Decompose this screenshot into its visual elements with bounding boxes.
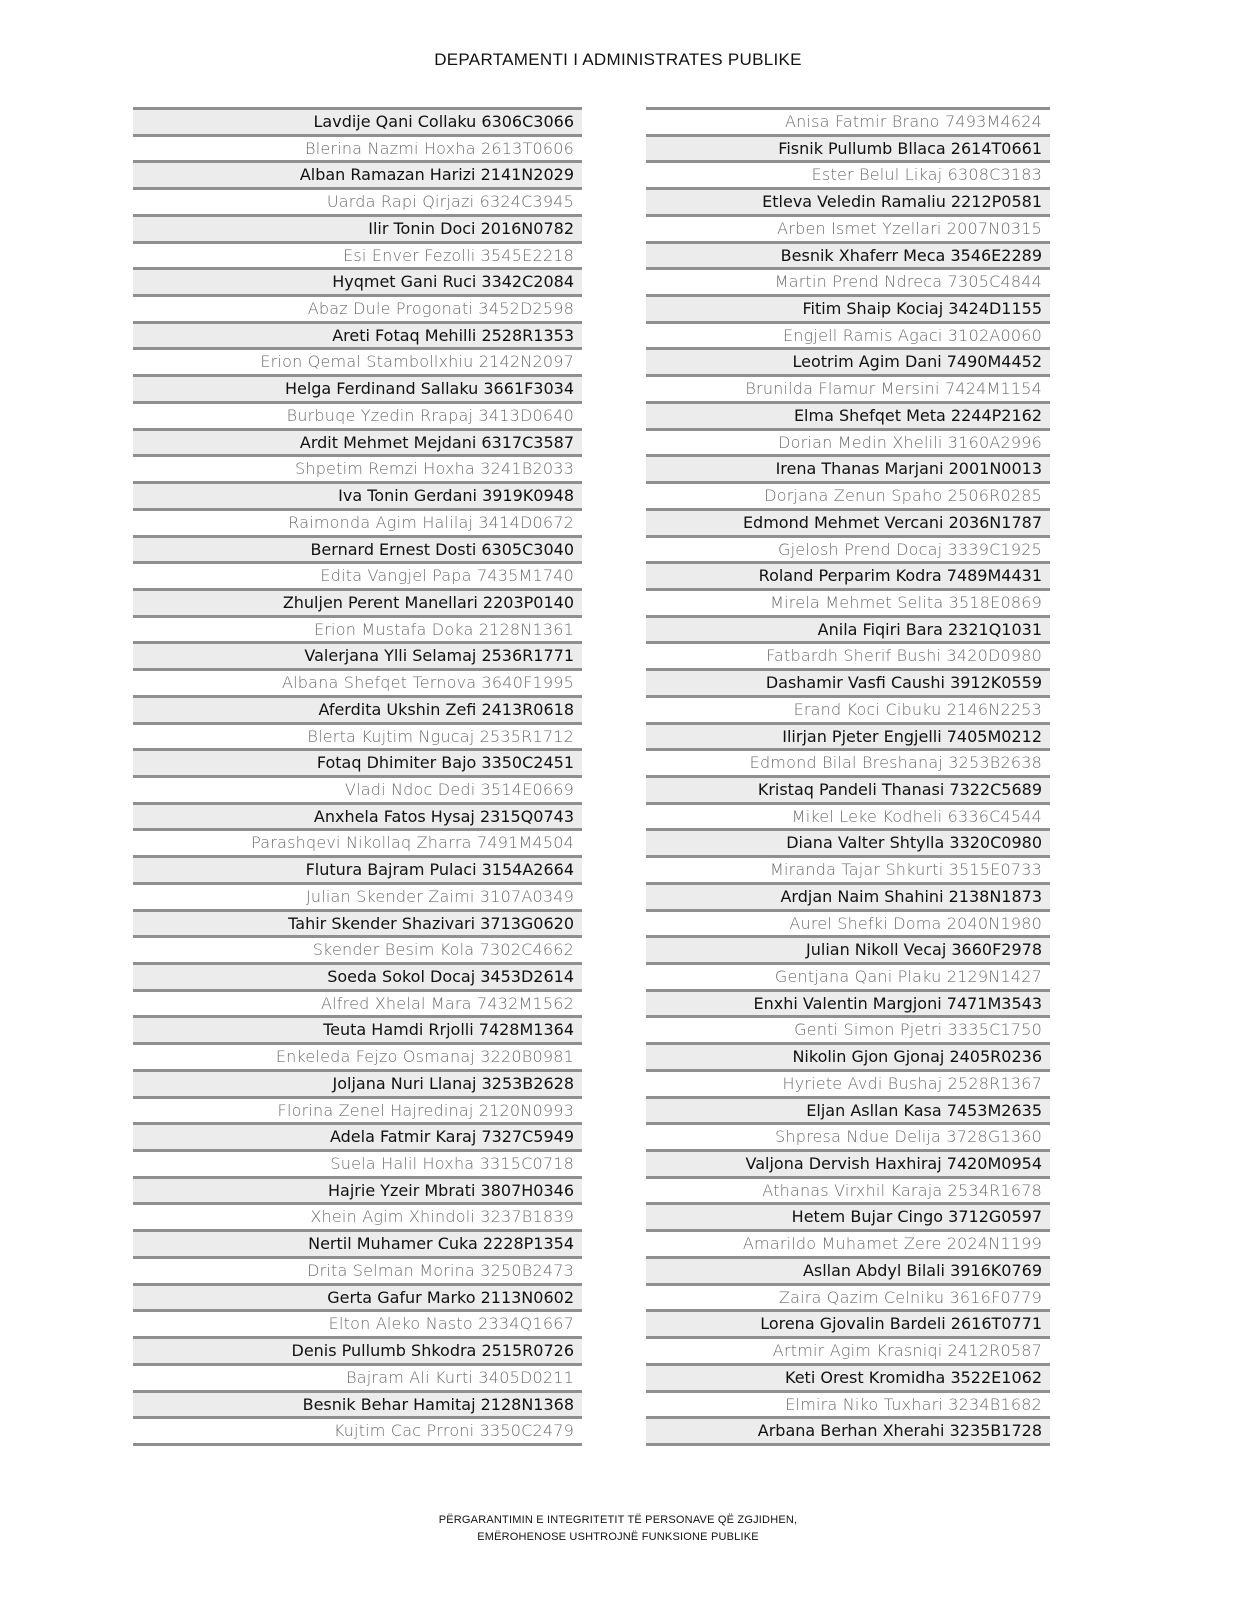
list-item: Erion Qemal Stambollxhiu 2142N2097: [133, 350, 582, 377]
list-item: Joljana Nuri Llanaj 3253B2628: [133, 1072, 582, 1099]
list-item: Aurel Shefki Doma 2040N1980: [646, 912, 1050, 939]
list-item: Bernard Ernest Dosti 6305C3040: [133, 538, 582, 565]
list-item: Besnik Xhaferr Meca 3546E2289: [646, 244, 1050, 271]
list-item: Alban Ramazan Harizi 2141N2029: [133, 163, 582, 190]
list-item: Gjelosh Prend Docaj 3339C1925: [646, 538, 1050, 565]
list-item: Uarda Rapi Qirjazi 6324C3945: [133, 190, 582, 217]
list-item: Fitim Shaip Kociaj 3424D1155: [646, 297, 1050, 324]
list-item: Engjell Ramis Agaci 3102A0060: [646, 324, 1050, 351]
list-item: Leotrim Agim Dani 7490M4452: [646, 350, 1050, 377]
list-item: Gentjana Qani Plaku 2129N1427: [646, 965, 1050, 992]
list-item: Zhuljen Perent Manellari 2203P0140: [133, 591, 582, 618]
list-item: Mikel Leke Kodheli 6336C4544: [646, 805, 1050, 832]
list-item: Erion Mustafa Doka 2128N1361: [133, 618, 582, 645]
list-item: Fotaq Dhimiter Bajo 3350C2451: [133, 751, 582, 778]
list-item: Blerta Kujtim Ngucaj 2535R1712: [133, 725, 582, 752]
list-item: Areti Fotaq Mehilli 2528R1353: [133, 324, 582, 351]
list-item: Elmira Niko Tuxhari 3234B1682: [646, 1393, 1050, 1420]
list-item: Fatbardh Sherif Bushi 3420D0980: [646, 644, 1050, 671]
list-item: Ardjan Naim Shahini 2138N1873: [646, 885, 1050, 912]
list-item: Vladi Ndoc Dedi 3514E0669: [133, 778, 582, 805]
list-item: Edmond Mehmet Vercani 2036N1787: [646, 511, 1050, 538]
list-item: Nikolin Gjon Gjonaj 2405R0236: [646, 1045, 1050, 1072]
list-item: Anxhela Fatos Hysaj 2315Q0743: [133, 805, 582, 832]
left-name-list: [133, 107, 582, 1446]
list-item: Edita Vangjel Papa 7435M1740: [133, 564, 582, 591]
list-item: Adela Fatmir Karaj 7327C5949: [133, 1125, 582, 1152]
footer-line-1: PËRGARANTIMIN E INTEGRITETIT TË PERSONAVE QË ZGJIDHEN,: [438, 1514, 798, 1526]
list-item: Hyqmet Gani Ruci 3342C2084: [133, 270, 582, 297]
list-item: Raimonda Agim Halilaj 3414D0672: [133, 511, 582, 538]
list-item: Enkeleda Fejzo Osmanaj 3220B0981: [133, 1045, 582, 1072]
list-item: Denis Pullumb Shkodra 2515R0726: [133, 1339, 582, 1366]
list-item: Mirela Mehmet Selita 3518E0869: [646, 591, 1050, 618]
list-item: Dashamir Vasfi Caushi 3912K0559: [646, 671, 1050, 698]
list-item: Amarildo Muhamet Zere 2024N1199: [646, 1232, 1050, 1259]
list-item: Ester Belul Likaj 6308C3183: [646, 163, 1050, 190]
list-item: Artmir Agim Krasniqi 2412R0587: [646, 1339, 1050, 1366]
list-item: Dorian Medin Xhelili 3160A2996: [646, 431, 1050, 458]
list-item: Ilirjan Pjeter Engjelli 7405M0212: [646, 725, 1050, 752]
list-item: Blerina Nazmi Hoxha 2613T0606: [133, 137, 582, 164]
list-item: Tahir Skender Shazivari 3713G0620: [133, 912, 582, 939]
list-item: Teuta Hamdi Rrjolli 7428M1364: [133, 1018, 582, 1045]
list-item: Hajrie Yzeir Mbrati 3807H0346: [133, 1179, 582, 1206]
list-item: Albana Shefqet Ternova 3640F1995: [133, 671, 582, 698]
list-item: Anila Fiqiri Bara 2321Q1031: [646, 618, 1050, 645]
list-item: Lavdije Qani Collaku 6306C3066: [133, 110, 582, 137]
list-item: Shpresa Ndue Delija 3728G1360: [646, 1125, 1050, 1152]
list-item: Kristaq Pandeli Thanasi 7322C5689: [646, 778, 1050, 805]
list-item: Irena Thanas Marjani 2001N0013: [646, 457, 1050, 484]
list-item: Burbuqe Yzedin Rrapaj 3413D0640: [133, 404, 582, 431]
list-item: Nertil Muhamer Cuka 2228P1354: [133, 1232, 582, 1259]
list-item: Brunilda Flamur Mersini 7424M1154: [646, 377, 1050, 404]
right-name-list: [646, 107, 1050, 1446]
list-item: Martin Prend Ndreca 7305C4844: [646, 270, 1050, 297]
list-item: Parashqevi Nikollaq Zharra 7491M4504: [133, 831, 582, 858]
list-item: Julian Nikoll Vecaj 3660F2978: [646, 938, 1050, 965]
list-item: Edmond Bilal Breshanaj 3253B2638: [646, 751, 1050, 778]
list-item: Valjona Dervish Haxhiraj 7420M0954: [646, 1152, 1050, 1179]
list-item: Erand Koci Cibuku 2146N2253: [646, 698, 1050, 725]
list-item: Helga Ferdinand Sallaku 3661F3034: [133, 377, 582, 404]
list-item: Elton Aleko Nasto 2334Q1667: [133, 1312, 582, 1339]
list-item: Skender Besim Kola 7302C4662: [133, 938, 582, 965]
list-item: Genti Simon Pjetri 3335C1750: [646, 1018, 1050, 1045]
page-footer: [0, 1512, 1236, 1546]
list-item: Ardit Mehmet Mejdani 6317C3587: [133, 431, 582, 458]
list-item: Besnik Behar Hamitaj 2128N1368: [133, 1393, 582, 1420]
list-item: Fisnik Pullumb Bllaca 2614T0661: [646, 137, 1050, 164]
list-item: Julian Skender Zaimi 3107A0349: [133, 885, 582, 912]
list-item: Valerjana Ylli Selamaj 2536R1771: [133, 644, 582, 671]
list-item: Miranda Tajar Shkurti 3515E0733: [646, 858, 1050, 885]
list-item: Athanas Virxhil Karaja 2534R1678: [646, 1179, 1050, 1206]
list-item: Aferdita Ukshin Zefi 2413R0618: [133, 698, 582, 725]
list-item: Esi Enver Fezolli 3545E2218: [133, 244, 582, 271]
list-item: Dorjana Zenun Spaho 2506R0285: [646, 484, 1050, 511]
list-item: Bajram Ali Kurti 3405D0211: [133, 1366, 582, 1393]
list-item: Florina Zenel Hajredinaj 2120N0993: [133, 1099, 582, 1126]
list-item: Hyriete Avdi Bushaj 2528R1367: [646, 1072, 1050, 1099]
list-item: Flutura Bajram Pulaci 3154A2664: [133, 858, 582, 885]
list-item: Etleva Veledin Ramaliu 2212P0581: [646, 190, 1050, 217]
list-item: Drita Selman Morina 3250B2473: [133, 1259, 582, 1286]
list-item: Alfred Xhelal Mara 7432M1562: [133, 992, 582, 1019]
list-item: Iva Tonin Gerdani 3919K0948: [133, 484, 582, 511]
list-item: Roland Perparim Kodra 7489M4431: [646, 564, 1050, 591]
list-item: Anisa Fatmir Brano 7493M4624: [646, 110, 1050, 137]
list-item: Elma Shefqet Meta 2244P2162: [646, 404, 1050, 431]
list-item: Arben Ismet Yzellari 2007N0315: [646, 217, 1050, 244]
list-item: Zaira Qazim Celniku 3616F0779: [646, 1286, 1050, 1313]
list-item: Diana Valter Shtylla 3320C0980: [646, 831, 1050, 858]
list-item: Shpetim Remzi Hoxha 3241B2033: [133, 457, 582, 484]
list-item: Kujtim Cac Prroni 3350C2479: [133, 1419, 582, 1446]
list-item: Soeda Sokol Docaj 3453D2614: [133, 965, 582, 992]
list-item: Keti Orest Kromidha 3522E1062: [646, 1366, 1050, 1393]
list-item: Abaz Dule Progonati 3452D2598: [133, 297, 582, 324]
list-item: Asllan Abdyl Bilali 3916K0769: [646, 1259, 1050, 1286]
list-item: Eljan Asllan Kasa 7453M2635: [646, 1099, 1050, 1126]
list-item: Lorena Gjovalin Bardeli 2616T0771: [646, 1312, 1050, 1339]
list-item: Ilir Tonin Doci 2016N0782: [133, 217, 582, 244]
list-item: Xhein Agim Xhindoli 3237B1839: [133, 1205, 582, 1232]
list-item: Enxhi Valentin Margjoni 7471M3543: [646, 992, 1050, 1019]
list-item: Suela Halil Hoxha 3315C0718: [133, 1152, 582, 1179]
list-item: Arbana Berhan Xherahi 3235B1728: [646, 1419, 1050, 1446]
list-item: Gerta Gafur Marko 2113N0602: [133, 1286, 582, 1313]
list-item: Hetem Bujar Cingo 3712G0597: [646, 1205, 1050, 1232]
footer-line-2: EMËROHENOSE USHTROJNË FUNKSIONE PUBLIKE: [477, 1531, 759, 1543]
page-title: DEPARTAMENTI I ADMINISTRATES PUBLIKE: [434, 50, 802, 69]
